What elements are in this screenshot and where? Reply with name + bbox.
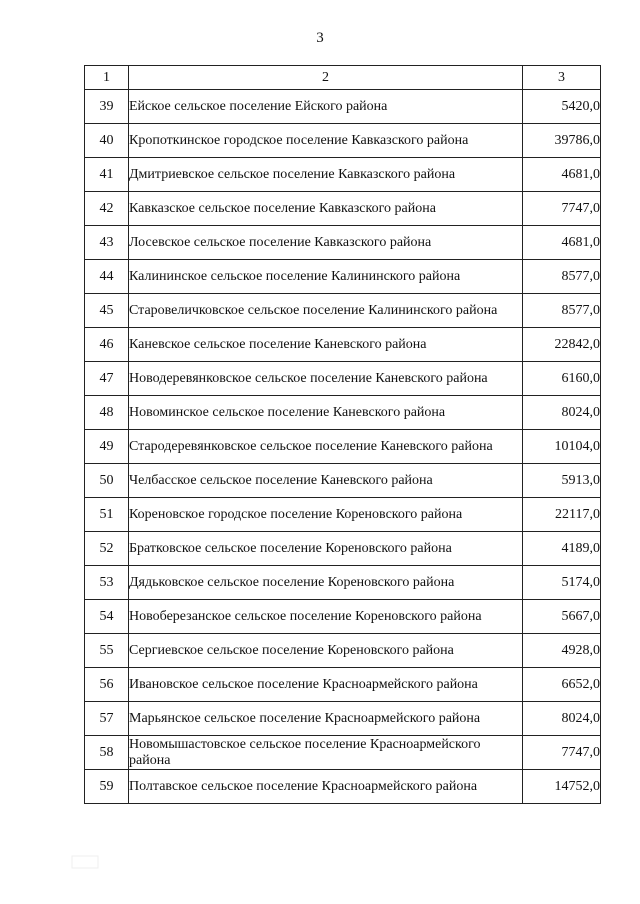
table-row bbox=[85, 464, 601, 498]
settlement-name-cell: Лосевское сельское поселение Кавказского района bbox=[129, 226, 523, 260]
table-row bbox=[85, 634, 601, 668]
amount-cell: 8577,0 bbox=[523, 260, 601, 294]
settlement-name-cell: Каневское сельское поселение Каневского района bbox=[129, 328, 523, 362]
header-cell-number: 1 bbox=[85, 66, 129, 90]
settlement-name-cell: Новодеревянковское сельское поселение Каневского района bbox=[129, 362, 523, 396]
table-row bbox=[85, 294, 601, 328]
table-row bbox=[85, 328, 601, 362]
row-number-cell: 49 bbox=[85, 430, 129, 464]
amount-cell: 6160,0 bbox=[523, 362, 601, 396]
settlement-name-cell: Кропоткинское городское поселение Кавказского района bbox=[129, 124, 523, 158]
row-number-cell: 59 bbox=[85, 770, 129, 804]
row-number-cell: 48 bbox=[85, 396, 129, 430]
table-row bbox=[85, 770, 601, 804]
table-row bbox=[85, 702, 601, 736]
settlement-name-cell: Новоминское сельское поселение Каневского района bbox=[129, 396, 523, 430]
settlement-name-cell: Марьянское сельское поселение Красноармейского района bbox=[129, 702, 523, 736]
row-number-cell: 57 bbox=[85, 702, 129, 736]
amount-cell: 4928,0 bbox=[523, 634, 601, 668]
amount-cell: 7747,0 bbox=[523, 736, 601, 770]
row-number-cell: 45 bbox=[85, 294, 129, 328]
row-number-cell: 51 bbox=[85, 498, 129, 532]
settlement-name-cell: Кореновское городское поселение Кореновского района bbox=[129, 498, 523, 532]
amount-cell: 6652,0 bbox=[523, 668, 601, 702]
settlement-name-cell: Старовеличковское сельское поселение Калининского района bbox=[129, 294, 523, 328]
settlement-name-cell: Дмитриевское сельское поселение Кавказского района bbox=[129, 158, 523, 192]
table-row bbox=[85, 668, 601, 702]
amount-cell: 22117,0 bbox=[523, 498, 601, 532]
settlement-name-cell: Кавказское сельское поселение Кавказского района bbox=[129, 192, 523, 226]
settlement-name-cell: Стародеревянковское сельское поселение Каневского района bbox=[129, 430, 523, 464]
settlement-name-cell: Дядьковское сельское поселение Кореновского района bbox=[129, 566, 523, 600]
table-row bbox=[85, 396, 601, 430]
amount-cell: 10104,0 bbox=[523, 430, 601, 464]
amount-cell: 4681,0 bbox=[523, 158, 601, 192]
table-row bbox=[85, 226, 601, 260]
amount-cell: 5913,0 bbox=[523, 464, 601, 498]
row-number-cell: 56 bbox=[85, 668, 129, 702]
allocation-table bbox=[84, 65, 601, 804]
table-body bbox=[85, 66, 601, 804]
table-row bbox=[85, 736, 601, 770]
amount-cell: 8024,0 bbox=[523, 702, 601, 736]
table-row bbox=[85, 158, 601, 192]
settlement-name-cell: Полтавское сельское поселение Красноармейского района bbox=[129, 770, 523, 804]
table-row bbox=[85, 260, 601, 294]
row-number-cell: 47 bbox=[85, 362, 129, 396]
row-number-cell: 58 bbox=[85, 736, 129, 770]
row-number-cell: 41 bbox=[85, 158, 129, 192]
amount-cell: 7747,0 bbox=[523, 192, 601, 226]
row-number-cell: 53 bbox=[85, 566, 129, 600]
settlement-name-cell: Ивановское сельское поселение Красноармейского района bbox=[129, 668, 523, 702]
settlement-name-cell: Калининское сельское поселение Калининского района bbox=[129, 260, 523, 294]
row-number-cell: 40 bbox=[85, 124, 129, 158]
amount-cell: 8024,0 bbox=[523, 396, 601, 430]
table-row bbox=[85, 90, 601, 124]
table-row bbox=[85, 362, 601, 396]
settlement-name-cell: Ейское сельское поселение Ейского района bbox=[129, 90, 523, 124]
table-row bbox=[85, 566, 601, 600]
row-number-cell: 55 bbox=[85, 634, 129, 668]
amount-cell: 5667,0 bbox=[523, 600, 601, 634]
header-cell-value: 3 bbox=[523, 66, 601, 90]
settlement-name-cell: Челбасское сельское поселение Каневского района bbox=[129, 464, 523, 498]
row-number-cell: 54 bbox=[85, 600, 129, 634]
settlement-name-cell: Новомышастовское сельское поселение Красноармейского района bbox=[129, 736, 523, 770]
amount-cell: 14752,0 bbox=[523, 770, 601, 804]
faint-stamp-icon bbox=[70, 852, 100, 872]
row-number-cell: 39 bbox=[85, 90, 129, 124]
row-number-cell: 42 bbox=[85, 192, 129, 226]
amount-cell: 4189,0 bbox=[523, 532, 601, 566]
table-row bbox=[85, 124, 601, 158]
table-row bbox=[85, 600, 601, 634]
table-row bbox=[85, 532, 601, 566]
header-cell-name: 2 bbox=[129, 66, 523, 90]
row-number-cell: 44 bbox=[85, 260, 129, 294]
amount-cell: 8577,0 bbox=[523, 294, 601, 328]
amount-cell: 5174,0 bbox=[523, 566, 601, 600]
table-row bbox=[85, 192, 601, 226]
page-number: 3 bbox=[316, 30, 324, 46]
row-number-cell: 46 bbox=[85, 328, 129, 362]
amount-cell: 5420,0 bbox=[523, 90, 601, 124]
table-header-row bbox=[85, 66, 601, 90]
settlement-name-cell: Новоберезанское сельское поселение Кореновского района bbox=[129, 600, 523, 634]
settlement-name-cell: Братковское сельское поселение Кореновского района bbox=[129, 532, 523, 566]
amount-cell: 4681,0 bbox=[523, 226, 601, 260]
table-row bbox=[85, 498, 601, 532]
row-number-cell: 50 bbox=[85, 464, 129, 498]
amount-cell: 22842,0 bbox=[523, 328, 601, 362]
settlement-name-cell: Сергиевское сельское поселение Кореновского района bbox=[129, 634, 523, 668]
amount-cell: 39786,0 bbox=[523, 124, 601, 158]
table-row bbox=[85, 430, 601, 464]
row-number-cell: 52 bbox=[85, 532, 129, 566]
row-number-cell: 43 bbox=[85, 226, 129, 260]
